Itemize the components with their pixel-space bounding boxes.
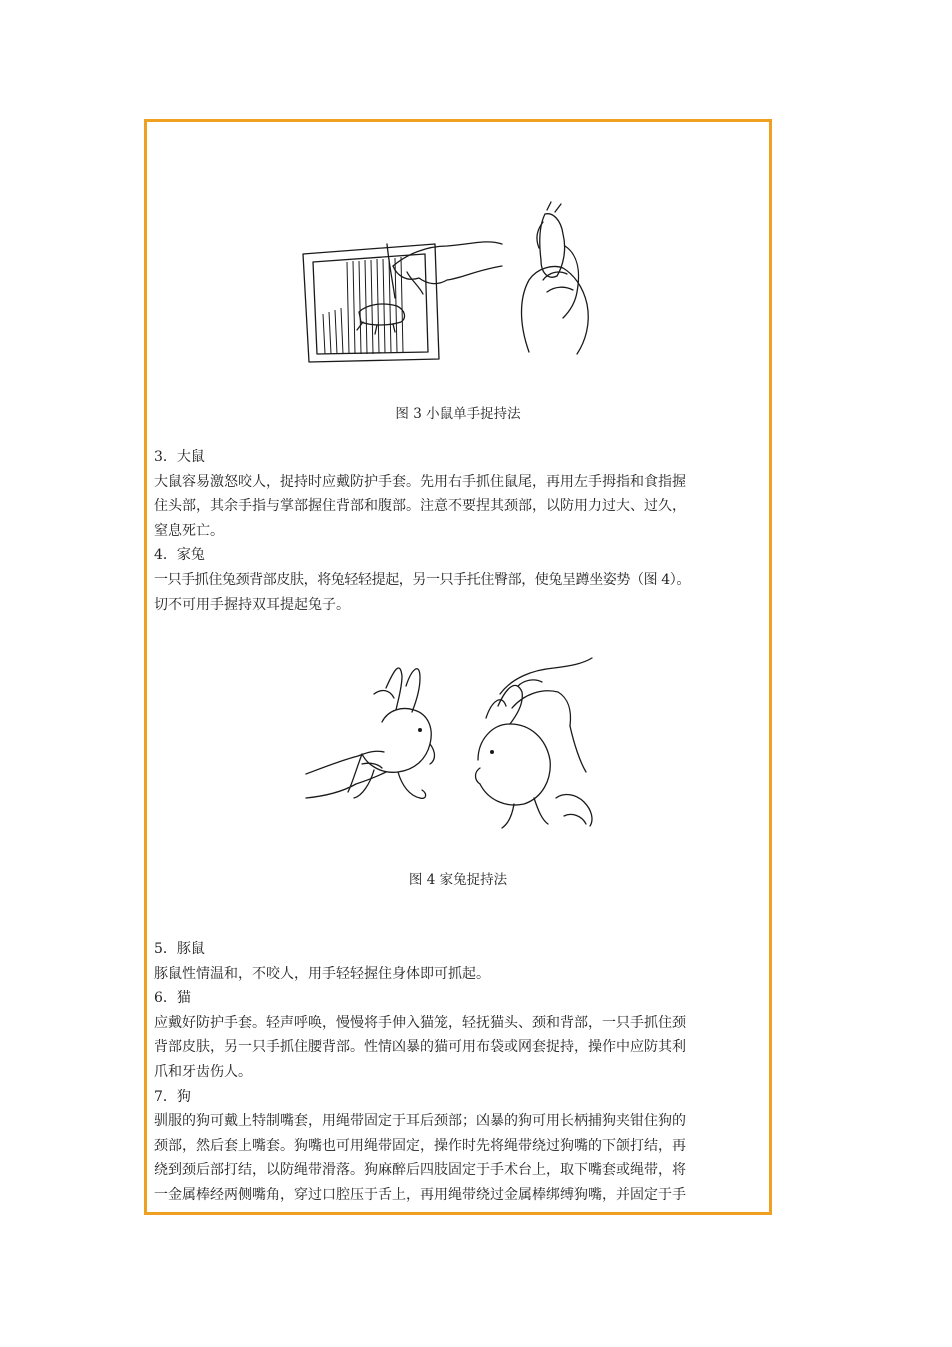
cat-line-3: 爪和牙齿伤人。 bbox=[154, 1063, 252, 1080]
rat-line-1: 大鼠容易激怒咬人，捉持时应戴防护手套。先用右手抓住鼠尾，再用左手拇指和食指握 bbox=[154, 473, 686, 490]
figure-4-caption: 图 4 家兔捉持法 bbox=[408, 872, 508, 888]
dog-line-1: 驯服的狗可戴上特制嘴套，用绳带固定于耳后颈部；凶暴的狗可用长柄捕狗夹钳住狗的 bbox=[154, 1113, 686, 1130]
heading-cat: 6．猫 bbox=[154, 990, 191, 1007]
heading-guinea-pig: 5．豚鼠 bbox=[154, 941, 205, 957]
dog-line-4: 一金属棒经两侧嘴角，穿过口腔压于舌上，再用绳带绕过金属棒绑缚狗嘴，并固定于手 bbox=[154, 1186, 686, 1203]
rat-line-3: 窒息死亡。 bbox=[154, 522, 224, 539]
rabbit-right-drawing bbox=[476, 658, 593, 828]
heading-rat: 3．大鼠 bbox=[154, 449, 205, 465]
dog-line-2: 颈部，然后套上嘴套。狗嘴也可用绳带固定，操作时先将绳带绕过狗嘴的下颌打结，再 bbox=[154, 1137, 686, 1154]
rabbit-line-1: 一只手抓住兔颈背部皮肤，将兔轻轻提起，另一只手托住臀部，使兔呈蹲坐姿势（图 4）。 bbox=[154, 571, 690, 588]
cage-lid-drawing bbox=[303, 244, 439, 362]
rabbit-line-2: 切不可用手握持双耳提起兔子。 bbox=[154, 596, 350, 613]
heading-dog: 7．狗 bbox=[154, 1088, 191, 1105]
rabbit-left-drawing bbox=[306, 668, 435, 798]
cat-line-1: 应戴好防护手套。轻声呼唤，慢慢将手伸入猫笼，轻抚猫头、颈和背部，一只手抓住颈 bbox=[154, 1014, 686, 1031]
content-frame bbox=[144, 119, 772, 1215]
figure-3-illustration bbox=[297, 194, 617, 366]
guinea-pig-line-1: 豚鼠性情温和，不咬人，用手轻轻握住身体即可抓起。 bbox=[154, 965, 490, 982]
heading-rabbit: 4．家兔 bbox=[154, 547, 205, 564]
figure-3-caption: 图 3 小鼠单手捉持法 bbox=[395, 406, 521, 422]
rat-line-2: 住头部，其余手指与掌部握住背部和腹部。注意不要捏其颈部，以防用力过大、过久， bbox=[154, 498, 686, 515]
cat-line-2: 背部皮肤，另一只手抓住腰背部。性情凶暴的猫可用布袋或网套捉持，操作中应防其利 bbox=[154, 1039, 686, 1056]
text-block-rat-rabbit bbox=[154, 445, 763, 617]
text-block-guinea-pig-cat-dog bbox=[154, 937, 763, 1208]
dog-line-3: 绕到颈后部打结，以防绳带滑落。狗麻醉后四肢固定于手术台上，取下嘴套或绳带，将 bbox=[154, 1162, 686, 1179]
figure-4-illustration bbox=[302, 648, 612, 834]
